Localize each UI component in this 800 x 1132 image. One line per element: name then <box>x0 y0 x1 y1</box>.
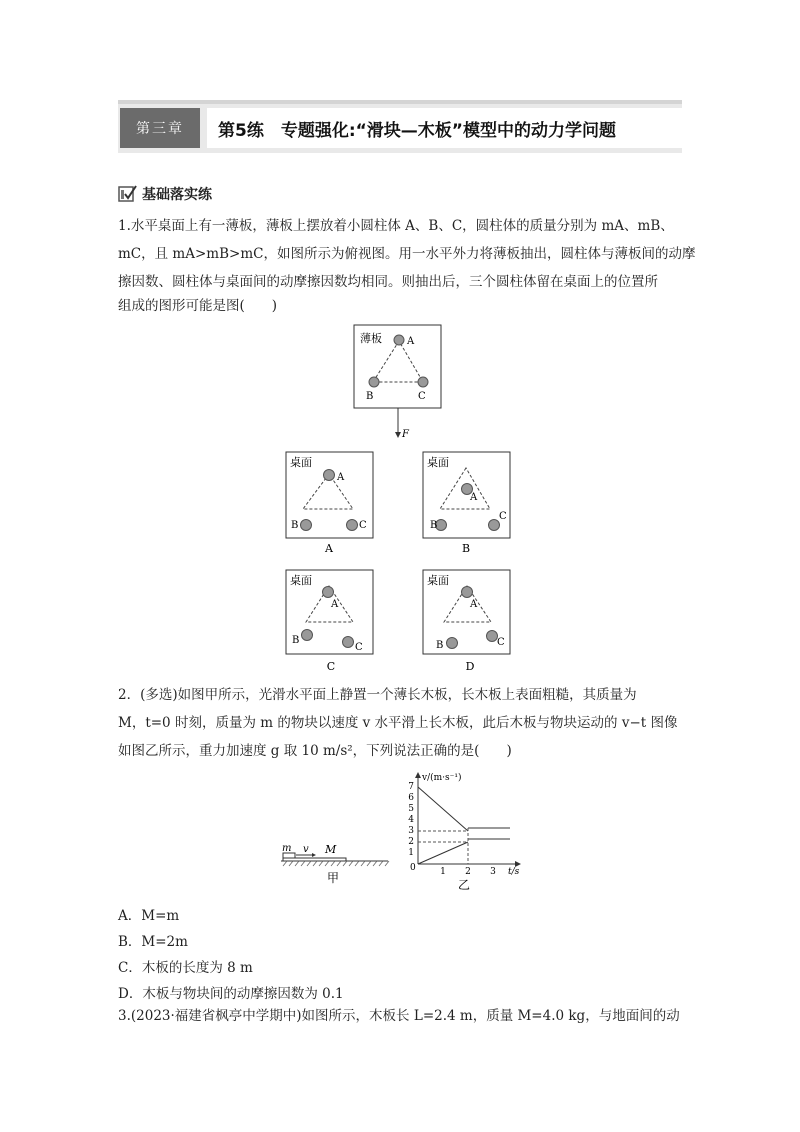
svg-text:C: C <box>497 637 505 648</box>
option-a-diagram <box>286 452 373 555</box>
svg-text:B: B <box>436 640 444 651</box>
svg-text:A: A <box>470 492 478 503</box>
block-line <box>418 787 468 831</box>
x-ticks <box>440 867 496 877</box>
x-axis-label: t/s <box>508 867 520 877</box>
q2-choice-d: D．木板与物块间的动摩擦因数为 0.1 <box>118 986 344 1002</box>
svg-text:4: 4 <box>408 815 414 825</box>
svg-text:3: 3 <box>408 826 414 836</box>
q2-choice-c: C．木板的长度为 8 m <box>118 960 253 976</box>
svg-text:C: C <box>359 520 367 531</box>
page-title: 第5练 专题强化:“滑块—木板”模型中的动力学问题 <box>218 121 616 141</box>
svg-text:C: C <box>499 511 507 522</box>
option-a-caption: A <box>325 542 333 555</box>
svg-text:A: A <box>337 472 345 483</box>
figure-yi-vt-graph <box>408 772 521 892</box>
q2-line-1: 2．(多选)如图甲所示，光滑水平面上静置一个薄长木板，长木板上表面粗糙，其质量为 <box>118 687 637 703</box>
svg-text:桌面: 桌面 <box>427 456 449 469</box>
label-c: C <box>418 391 426 402</box>
plate-label: 薄板 <box>360 332 382 345</box>
cylinder-a <box>394 335 404 345</box>
plate-diagram <box>354 325 441 440</box>
q1-line-2: mC，且 mA>mB>mC，如图所示为俯视图。用一水平外力将薄板抽出，圆柱体与薄板间的动摩 <box>118 246 696 262</box>
svg-text:A: A <box>331 599 339 610</box>
svg-text:B: B <box>430 520 438 531</box>
force-label: F <box>402 429 409 440</box>
svg-text:2: 2 <box>465 867 471 877</box>
label-a: A <box>407 336 415 347</box>
board-line <box>418 842 468 864</box>
q2-choice-a: A．M=m <box>118 908 180 924</box>
option-b-diagram <box>423 452 510 555</box>
svg-text:5: 5 <box>408 804 414 814</box>
svg-text:m: m <box>282 843 292 854</box>
fig-jia-caption: 甲 <box>326 871 340 885</box>
section-heading: 基础落实练 <box>142 187 212 203</box>
svg-text:B: B <box>291 520 299 531</box>
svg-text:6: 6 <box>408 793 414 803</box>
svg-text:3: 3 <box>490 867 496 877</box>
svg-text:7: 7 <box>408 782 414 792</box>
q1-line-1: 1.水平桌面上有一薄板，薄板上摆放着小圆柱体 A、B、C，圆柱体的质量分别为 mA、mB、 <box>118 218 674 234</box>
chapter-badge: 第三章 <box>120 108 200 148</box>
q2-line-3: 如图乙所示，重力加速度 g 取 10 m/s²，下列说法正确的是( ) <box>118 743 512 759</box>
svg-text:1: 1 <box>408 848 414 858</box>
svg-text:M: M <box>325 843 337 856</box>
q1-line-4: 组成的图形可能是图( ) <box>118 298 278 314</box>
option-b-caption: B <box>461 542 471 555</box>
svg-text:A: A <box>470 599 478 610</box>
svg-text:桌面: 桌面 <box>427 574 449 587</box>
svg-text:v: v <box>303 844 309 855</box>
y-ticks <box>408 782 414 858</box>
q3-line-1: 3.(2023·福建省枫亭中学期中)如图所示，木板长 L=2.4 m，质量 M=4.0 kg，与地面间的动 <box>118 1008 680 1024</box>
label-b: B <box>366 391 374 402</box>
fig-yi-caption: 乙 <box>457 878 471 892</box>
option-d-caption: D <box>465 660 475 673</box>
option-c-caption: C <box>326 660 336 673</box>
q1-line-3: 擦因数、圆柱体与桌面间的动摩擦因数均相同。则抽出后，三个圆柱体留在桌面上的位置所 <box>118 274 658 290</box>
svg-text:桌面: 桌面 <box>290 456 312 469</box>
cylinder-b <box>369 377 379 387</box>
q2-choice-b: B．M=2m <box>118 934 188 950</box>
figure-jia <box>281 843 389 885</box>
y-axis-label: v/(m·s⁻¹) <box>422 773 462 783</box>
cylinder-c <box>418 377 428 387</box>
svg-text:2: 2 <box>408 837 414 847</box>
svg-text:0: 0 <box>410 863 416 873</box>
svg-text:C: C <box>355 642 363 653</box>
svg-text:B: B <box>292 635 300 646</box>
svg-text:桌面: 桌面 <box>290 574 312 587</box>
option-c-diagram <box>286 570 373 673</box>
svg-text:1: 1 <box>440 867 446 877</box>
option-d-diagram <box>423 570 510 673</box>
q2-line-2: M，t=0 时刻，质量为 m 的物块以速度 v 水平滑上长木板，此后木板与物块运动的 v−t 图像 <box>118 715 678 731</box>
